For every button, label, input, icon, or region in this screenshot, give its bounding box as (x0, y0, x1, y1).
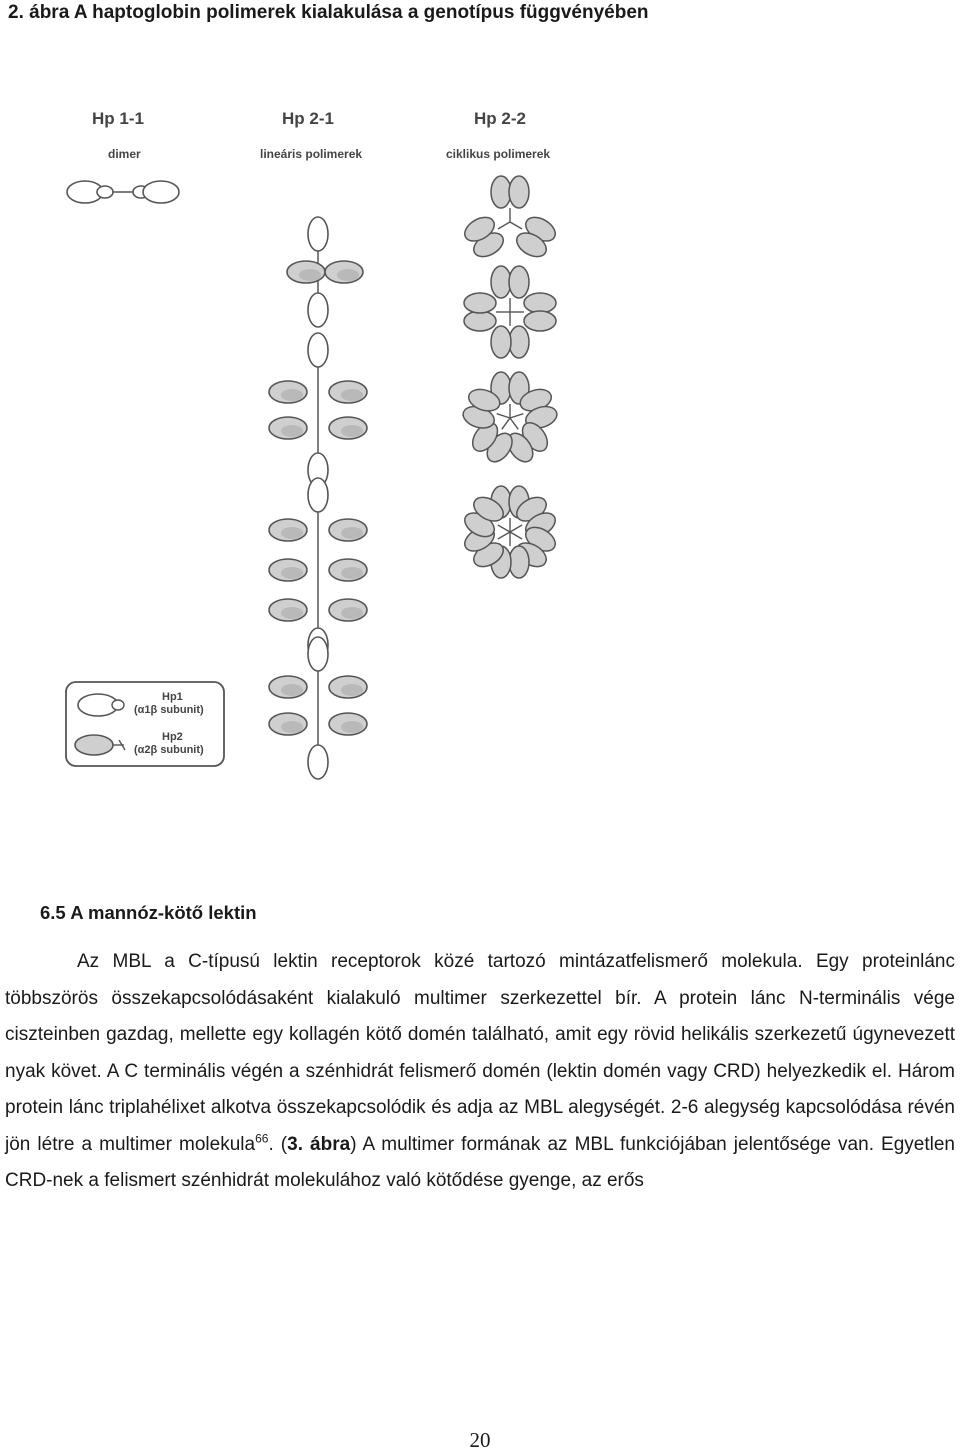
hp21-tetramer (269, 333, 367, 487)
legend-hp1-subunit: (α1β subunit) (134, 704, 204, 716)
hp2-subunit-lobe (524, 293, 556, 313)
paragraph-text-2: . ( (268, 1133, 288, 1155)
paragraph-text-3: ) A multimer formának az MBL funkciójában jelentősége van. Egyetlen CRD-nek a felismert szénhidrát molekulához való kötődése gyenge, az erős (5, 1133, 955, 1191)
hp2-subunit-lobe (509, 546, 529, 578)
figure-caption: 2. ábra A haptoglobin polimerek kialakulása a genotípus függvényében (8, 2, 649, 23)
legend-hp2-subunit: (α2β subunit) (134, 744, 204, 756)
cyclic-polymer-6 (461, 486, 560, 578)
section-title: A mannóz-kötő lektin (70, 902, 257, 923)
hp2-subunit-lobe (509, 266, 529, 298)
cyclic-arm (491, 266, 529, 312)
hp21-trimer (287, 217, 363, 327)
hp2-subunit-lobe (464, 293, 496, 313)
col-title-hp22: Hp 2-2 (474, 109, 526, 128)
cyclic-polymer-4 (464, 266, 556, 358)
hp2-subunit-lobe (509, 326, 529, 358)
cyclic-polymer-3 (461, 176, 560, 261)
hp2-subunit-lobe (491, 266, 511, 298)
hp2-subunit-lobe (464, 311, 496, 331)
hp11-dimer (67, 181, 179, 203)
hp21-pentamer (269, 478, 367, 662)
hp2-subunit-lobe (491, 176, 511, 208)
hp2-subunit-lobe (509, 176, 529, 208)
section-heading (40, 902, 257, 924)
cyclic-arm (510, 293, 556, 331)
hp2-subunit-lobe (524, 311, 556, 331)
hp21-hexamer (269, 637, 367, 779)
legend-hp2-label: Hp2 (162, 731, 183, 743)
legend-hp1-label: Hp1 (162, 691, 183, 703)
hp2-subunit-lobe (491, 326, 511, 358)
col-subtitle-hp21: lineáris polimerek (260, 147, 363, 161)
hp22-cyclic-polymers (460, 176, 559, 578)
subunit-legend (66, 682, 224, 766)
figure-reference: 3. ábra (287, 1133, 351, 1155)
cyclic-arm (464, 293, 510, 331)
cyclic-arm (491, 312, 529, 358)
paragraph-text-1: Az MBL a C-típusú lektin receptorok közé tartozó mintázatfelismerő molekula. Egy proteinlánc többszörös összekapcsolódásaként kialakuló multimer szerkezettel bír. A protein lánc N-terminális vége ciszteinben gazdag, mellette egy kollagén kötő domén található, amit egy rövid helikális szerkezetű úgynevezett nyak követ. A C terminális végén a szénhidrát felismerő domén (lektin domén vagy CRD) helyezkedik el. Három protein lánc triplahélixet alkotva összekapcsolódik és adja az MBL alegységét. 2-6 alegység kapcsolódása révén jön létre a multimer molekula (5, 951, 955, 1155)
cyclic-arm (491, 176, 529, 222)
cyclic-polymer-5 (460, 372, 559, 466)
page-number: 20 (469, 1428, 491, 1452)
citation-superscript: 66 (255, 1131, 269, 1146)
body-paragraph (5, 944, 955, 1200)
section-number: 6.5 (40, 902, 66, 923)
col-title-hp11: Hp 1-1 (92, 109, 144, 128)
cyclic-arm (491, 372, 529, 418)
col-subtitle-hp22: ciklikus polimerek (446, 147, 551, 161)
col-title-hp21: Hp 2-1 (282, 109, 334, 128)
col-subtitle-hp11: dimer (108, 147, 141, 161)
